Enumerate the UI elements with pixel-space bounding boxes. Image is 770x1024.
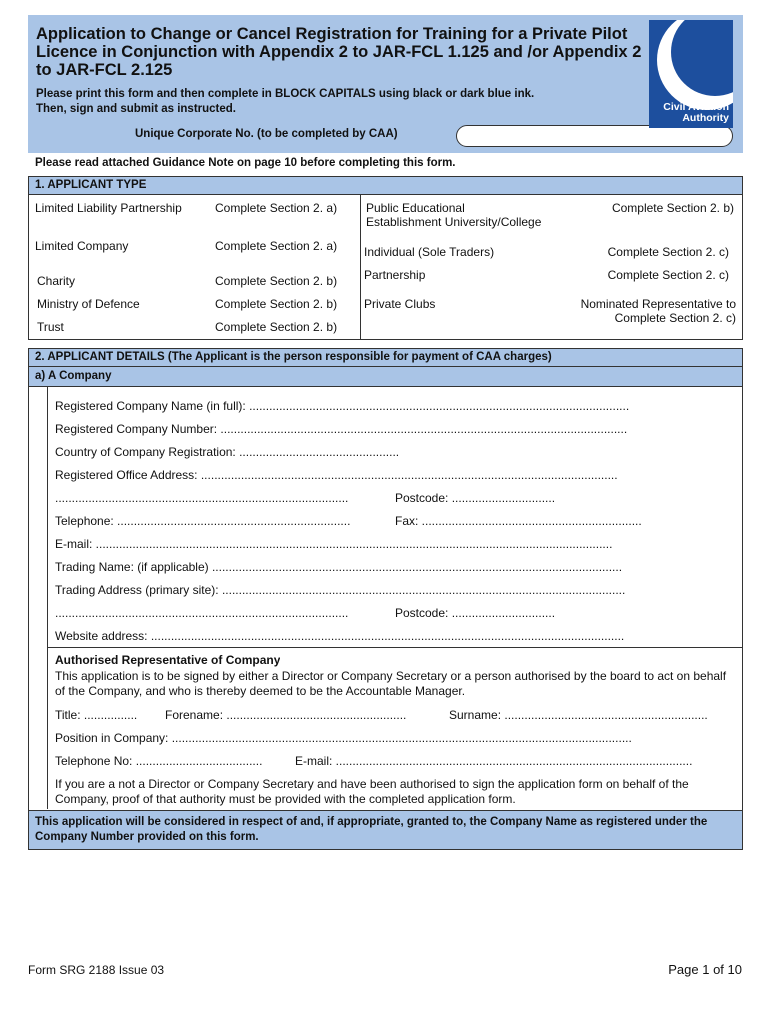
action-public-educational: Complete Section 2. b) — [611, 201, 734, 215]
company-number-field[interactable]: Registered Company Number: .......................................................................................................................... — [55, 422, 628, 436]
authority-proof-note: If you are a not a Director or Company Secretary and have been authorised to sign the application form on behalf of the Company, proof of that authority must be provided with the completed application form. — [55, 777, 689, 806]
postcode-field[interactable]: Postcode: ............................... — [395, 491, 556, 505]
instructions-line-1: Please print this form and then complete in BLOCK CAPITALS using black or dark blue ink. — [36, 88, 535, 100]
applicant-type-section — [28, 176, 743, 340]
consideration-note: This application will be considered in respect of and, if appropriate, granted to, the Company Name as registered under the Company Number provided on this form. — [29, 810, 742, 849]
rep-title-field[interactable]: Title: ................ — [55, 708, 138, 722]
column-divider — [360, 195, 361, 339]
form-header — [28, 15, 743, 153]
caa-logo — [649, 20, 733, 128]
trading-address-cont-field[interactable]: ........................................................................................ — [55, 606, 349, 620]
type-trust: Trust — [37, 320, 64, 334]
trading-address-field[interactable]: Trading Address (primary site): ......................................................................................................................... — [55, 583, 626, 597]
trading-name-field[interactable]: Trading Name: (if applicable) ........................................................................................................................... — [55, 560, 623, 574]
office-address-cont-field[interactable]: ........................................................................................ — [55, 491, 349, 505]
action-partnership: Complete Section 2. c) — [607, 268, 729, 282]
authorised-rep-heading: Authorised Representative of Company — [55, 653, 281, 667]
authorised-rep-text: This application is to be signed by either a Director or Company Secretary or a person authorised by the board to act on behalf of the Company, and who is thereby deemed to be the Accountable Manager. — [55, 669, 727, 698]
fax-field[interactable]: Fax: .................................................................. — [395, 514, 642, 528]
type-private-clubs: Private Clubs — [364, 297, 436, 311]
ucn-label: Unique Corporate No. (to be completed by CAA) — [135, 128, 398, 140]
trading-postcode-field[interactable]: Postcode: ............................... — [395, 606, 556, 620]
action-mod: Complete Section 2. b) — [215, 297, 338, 311]
ucn-field[interactable] — [456, 125, 733, 147]
form-id: Form SRG 2188 Issue 03 — [28, 963, 165, 977]
type-partnership: Partnership — [364, 268, 426, 282]
action-limited-company: Complete Section 2. a) — [215, 239, 338, 253]
rep-telephone-field[interactable]: Telephone No: ...................................... — [55, 754, 263, 768]
office-address-field[interactable]: Registered Office Address: ............................................................................................................................. — [55, 468, 618, 482]
type-mod: Ministry of Defence — [37, 297, 140, 311]
type-sole-traders: Individual (Sole Traders) — [364, 245, 495, 259]
action-private-clubs: Nominated Representative to Complete Section 2. c) — [580, 297, 736, 325]
country-field[interactable]: Country of Company Registration: ................................................ — [55, 445, 400, 459]
website-field[interactable]: Website address: .............................................................................................................................................. — [55, 629, 625, 643]
email-field[interactable]: E-mail: ........................................................................................................................................................... — [55, 537, 613, 551]
form-instructions — [36, 87, 636, 117]
action-charity: Complete Section 2. b) — [215, 274, 338, 288]
indent-rule — [47, 387, 48, 809]
type-charity: Charity — [37, 274, 76, 288]
rep-forename-field[interactable]: Forename: ...................................................... — [165, 708, 407, 722]
form-title: Application to Change or Cancel Registration for Training for a Private Pilot Licence in Conjunction with Appendix 2 to JAR-FCL 1.125 and /or Appendix 2 to JAR-FCL 2.125 — [36, 25, 642, 79]
section-1-heading: 1. APPLICANT TYPE — [29, 177, 742, 195]
rep-email-field[interactable]: E-mail: ........................................................................................................... — [295, 754, 693, 768]
type-llp: Limited Liability Partnership — [35, 201, 182, 215]
telephone-field[interactable]: Telephone: ...................................................................... — [55, 514, 351, 528]
action-llp: Complete Section 2. a) — [215, 201, 338, 215]
guidance-note: Please read attached Guidance Note on page 10 before completing this form. — [35, 157, 456, 169]
section-divider — [47, 647, 742, 648]
logo-text: Civil Aviation Authority — [663, 101, 729, 124]
type-limited-company: Limited Company — [35, 239, 129, 253]
company-subheading: a) A Company — [29, 367, 742, 387]
applicant-details-section — [28, 348, 743, 850]
rep-surname-field[interactable]: Surname: ............................................................. — [449, 708, 708, 722]
type-public-educational: Public Educational Establishment University/College — [366, 201, 542, 229]
action-sole-traders: Complete Section 2. c) — [607, 245, 729, 259]
company-name-field[interactable]: Registered Company Name (in full): .................................................................................................................. — [55, 399, 630, 413]
action-trust: Complete Section 2. b) — [215, 320, 338, 334]
rep-position-field[interactable]: Position in Company: .......................................................................................................................................... — [55, 731, 632, 745]
page-number: Page 1 of 10 — [668, 962, 742, 977]
instructions-line-2: Then, sign and submit as instructed. — [36, 103, 236, 115]
section-2-heading: 2. APPLICANT DETAILS (The Applicant is the person responsible for payment of CAA charges) — [29, 349, 742, 367]
